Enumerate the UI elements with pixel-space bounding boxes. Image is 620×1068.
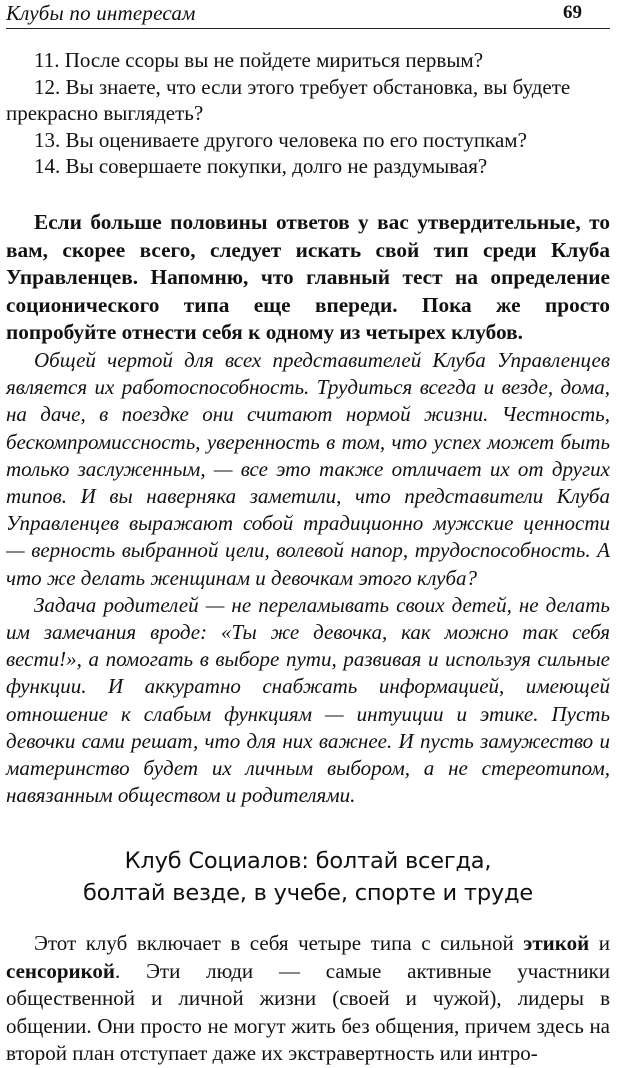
section-heading-line: болтай везде, в учебе, спорте и труде: [82, 880, 534, 906]
section-heading-line: Клуб Социалов: болтай всегда,: [124, 848, 492, 874]
questions-list: [6, 47, 610, 180]
italic-paragraph: Задача родителей — не переламывать своих детей, не делать им замечания вроде: «Ты же девочка, как можно так себя вести!», а помогать в выборе пути, развивая и используя сильные функции. И аккуратно снабжать информацией, имеющей отношение к слабым функциям — интуиции и этике. Пусть девочки сами решат, что для них важнее. И пусть замужество и материнство будет их личным выбором, а не стереотипом, навязанным обществом и родителями.: [6, 592, 610, 808]
running-title: Клубы по интересам: [6, 1, 196, 25]
italic-paragraph: Общей чертой для всех представителей Клуба Управленцев является их работоспособность. Трудиться всегда и везде, дома, на даче, в поездке они считают нормой жизни. Честность, бескомпромиссность, уверенность в том, что успех может быть только заслуженным, — все это также отличает их от других типов. И вы наверняка заметили, что представители Клуба Управленцев выражают собой традиционно мужские ценности — верность выбранной цели, волевой напор, трудоспособность. А что же делать женщинам и девочкам этого клуба?: [6, 347, 610, 590]
question-item: 11. После ссоры вы не пойдете мириться первым?: [34, 48, 484, 72]
question-item: 14. Вы совершаете покупки, долго не раздумывая?: [34, 154, 488, 178]
body-paragraph: [6, 930, 610, 1068]
bold-term-sensing: сенсорикой: [6, 958, 116, 983]
body-text: . Эти люди — самые активные участники общественной и личной жизни (своей и чужой), лидеры в общении. Они просто не могут жить без общения, причем здесь на второй план отступает даже их экстравертность или интро-: [6, 958, 610, 1065]
running-header: [6, 0, 610, 29]
section-body: [6, 930, 610, 1068]
bold-term-ethics: этикой: [523, 931, 590, 955]
main-text: [6, 209, 610, 809]
question-item: 12. Вы знаете, что если этого требует обстановка, вы будете прекрасно выглядеть?: [6, 74, 571, 125]
section-heading: [6, 845, 610, 909]
question-item: 13. Вы оцениваете другого человека по его поступкам?: [34, 127, 527, 152]
summary-paragraph: Если больше половины ответов у вас утвердительные, то вам, скорее всего, следует искать свой тип среди Клуба Управленцев. Напомню, что главный тест на определение соционического типа еще впереди. Пока же просто попробуйте отнести себя к одному из четырех клубов.: [6, 210, 610, 345]
body-text: Этот клуб включает в себя четыре типа с сильной: [34, 931, 524, 955]
body-text: и: [589, 931, 610, 955]
page-number: 69: [563, 2, 582, 23]
